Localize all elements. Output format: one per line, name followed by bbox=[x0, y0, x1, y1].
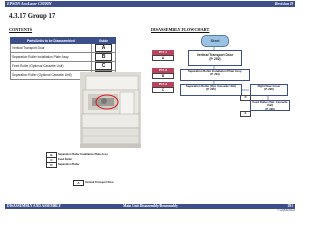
footer-chapter: DISASSEMBLY AND ASSEMBLY bbox=[7, 204, 61, 208]
page-tag: P17-3 bbox=[152, 82, 174, 87]
flow-node-separation-roller bbox=[180, 84, 242, 96]
callout-letter: B bbox=[46, 152, 57, 158]
node-page: (P. 292) bbox=[209, 57, 221, 61]
callout-letter: C bbox=[46, 157, 57, 163]
guide-tag: E bbox=[240, 111, 251, 117]
flow-node-separation-roller-plate bbox=[180, 69, 250, 81]
flow-node-5-letter bbox=[240, 101, 251, 119]
header-revision: Revision D bbox=[274, 1, 293, 6]
guide-tag: A bbox=[152, 55, 174, 61]
flow-node-3-tags bbox=[152, 82, 174, 93]
legend-item bbox=[46, 162, 108, 167]
guide-tag: D bbox=[240, 95, 251, 101]
part-cell: Feed Roller (Optional Cassette Unit) bbox=[11, 62, 92, 71]
col-header-part: Parts/Units to be Disassembled bbox=[11, 38, 92, 44]
callout-label: Separation Roller Installation Plate Assy. bbox=[58, 152, 109, 156]
flow-node-feed-roller bbox=[250, 100, 290, 111]
page-header bbox=[5, 1, 295, 7]
node-title: Feed Roller (Opt. Cassette Unit) bbox=[252, 100, 288, 108]
callout-label: Vertical Transport Door bbox=[85, 181, 114, 184]
node-title: Separation Roller Installation Plate Assy. bbox=[187, 69, 243, 73]
col-header-guide: Guide bbox=[92, 38, 116, 44]
footer-section: Main Unit Disassembly/Reassembly bbox=[123, 204, 178, 208]
node-title: Right Rear Cover bbox=[257, 84, 281, 88]
guide-tag: B bbox=[152, 73, 174, 79]
page-title: 4.3.17 Group 17 bbox=[9, 13, 56, 20]
node-title: Vertical Transport Door bbox=[196, 53, 234, 57]
table-row bbox=[11, 62, 116, 71]
guide-badge: B bbox=[95, 53, 112, 61]
flow-node-vertical-transport-door bbox=[188, 50, 242, 66]
node-page: (P. 294) bbox=[210, 72, 220, 77]
header-product: EPSON AcuLaser C9200N bbox=[7, 1, 52, 6]
node-page: (P. 295) bbox=[206, 87, 216, 92]
flow-start: Start bbox=[201, 35, 229, 47]
page-footer bbox=[5, 204, 295, 209]
flow-node-2-tags bbox=[152, 68, 174, 79]
guide-tag: C bbox=[152, 87, 174, 93]
page-number: 291 bbox=[287, 204, 293, 208]
flowchart-heading: DISASSEMBLY FLOWCHART bbox=[151, 27, 210, 32]
node-title: Separation Roller (Opt. Cassette Unit) bbox=[185, 84, 237, 88]
callout-letter: D bbox=[46, 162, 57, 168]
node-page: (P. 296) bbox=[265, 106, 275, 111]
part-cell: Separation Roller (Optional Cassette Unit) bbox=[11, 71, 92, 80]
callout-vertical-transport-door bbox=[73, 180, 114, 186]
table-row bbox=[11, 44, 116, 53]
confidential-label: Confidential bbox=[277, 208, 295, 212]
callout-letter: A bbox=[73, 180, 84, 186]
guide-badge: A bbox=[95, 44, 112, 52]
flow-node-1-tags bbox=[152, 50, 174, 61]
guide-badge: C bbox=[95, 62, 112, 70]
callout-label: Feed Roller bbox=[58, 157, 73, 161]
table-row bbox=[11, 53, 116, 62]
part-cell: Separation Roller Installation Plate Assy. bbox=[11, 53, 92, 62]
page-tag: P17-1 bbox=[152, 50, 174, 55]
part-cell: Vertical Transport Door bbox=[11, 44, 92, 53]
flow-node-right-rear-cover bbox=[250, 84, 288, 96]
contents-heading: CONTENTS bbox=[9, 27, 33, 32]
node-page: (P. 296) bbox=[264, 87, 274, 92]
callout-label: Separation Roller bbox=[58, 162, 80, 166]
printer-illustration bbox=[80, 72, 141, 148]
callout-legend bbox=[46, 152, 108, 167]
printer-photo bbox=[80, 72, 141, 148]
page-tag: P17-2 bbox=[152, 68, 174, 73]
